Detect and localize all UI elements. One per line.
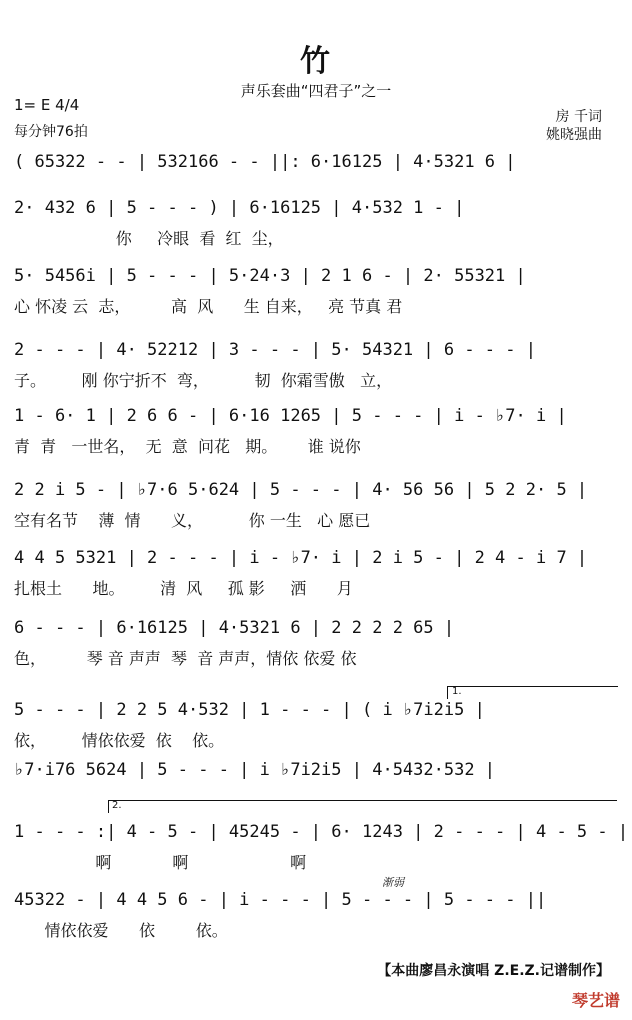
dynamic-decrescendo: 渐弱 — [382, 876, 404, 889]
lyrics-line: 子。 刚 你宁折不 弯， 韧 你霜雪傲 立， — [14, 371, 393, 390]
notation-line: 1 - - - :| 4 - 5 - | 45245 - | 6· 1243 | 2 - - - | 4 - 5 - | — [14, 822, 629, 842]
notation-line: 6 - - - | 6·16125 | 4·5321 6 | 2 2 2 2 65 | — [14, 618, 455, 638]
tempo-marking: 每分钟76拍 — [14, 124, 88, 140]
lyricist-credit: 房 千词 — [555, 109, 602, 125]
notation-line: 2· 432 6 | 5 - - - ) | 6·16125 | 4·532 1 - | — [14, 198, 465, 218]
lyrics-line: 青 青 一世名， 无 意 问花 期。 谁 说你 — [14, 437, 361, 456]
notation-line: 4 4 5 5321 | 2 - - - | i - ♭7· i | 2 i 5 - | 2 4 - i 7 | — [14, 548, 588, 568]
volta-2-bracket — [108, 800, 617, 813]
song-title: 竹 — [300, 44, 332, 79]
lyrics-line: 你 冷眼 看 红 尘， — [14, 229, 284, 248]
notation-line: ( 65322 - - | 532166 - - ||: 6·16125 | 4·5321 6 | — [14, 152, 516, 172]
notation-line: 45322 - | 4 4 5 6 - | i - - - | 5 - - - | 5 - - - || — [14, 890, 547, 910]
key-signature: 1= E 4/4 — [14, 96, 80, 114]
notation-line: ♭7·i76 5624 | 5 - - - | i ♭7i2i5 | 4·5432·532 | — [14, 760, 496, 780]
lyrics-line: 依， 情依依爱 依 依。 — [14, 731, 225, 750]
site-logo: 琴艺谱 — [571, 991, 620, 1010]
notation-line: 2 - - - | 4· 52212 | 3 - - - | 5· 54321 | 6 - - - | — [14, 340, 536, 360]
lyrics-line: 情依依爱 依 依。 — [14, 921, 228, 940]
lyrics-line: 扎根土 地。 清 风 孤 影 洒 月 — [14, 579, 353, 598]
notation-line: 5· 5456i | 5 - - - | 5·24·3 | 2 1 6 - | 2· 55321 | — [14, 266, 526, 286]
volta-1-bracket — [447, 686, 618, 699]
lyrics-line: 心 怀凌 云 志， 高 风 生 自来， 亮 节真 君 — [14, 297, 403, 316]
song-subtitle: 声乐套曲“四君子”之一 — [240, 82, 392, 100]
volta-1-label: 1. — [452, 686, 462, 697]
volta-2-label: 2. — [112, 800, 122, 811]
lyrics-line: 空有名节 薄 情 义， 你 一生 心 愿已 — [14, 511, 371, 530]
composer-credit: 姚晓强曲 — [546, 127, 602, 143]
notation-line: 5 - - - | 2 2 5 4·532 | 1 - - - | ( i ♭7i2i5 | — [14, 700, 485, 720]
lyrics-line: 色， 琴 音 声声 琴 音 声声，情依 依爱 依 — [14, 649, 357, 668]
footer-credit: 【本曲廖昌永演唱 Z.E.Z.记谱制作】 — [377, 963, 610, 979]
lyrics-line: 啊 啊 啊 — [14, 853, 307, 872]
notation-line: 1 - 6· 1 | 2 6 6 - | 6·16 1265 | 5 - - - | i - ♭7· i | — [14, 406, 567, 426]
notation-line: 2 2 i 5 - | ♭7·6 5·624 | 5 - - - | 4· 56 56 | 5 2 2· 5 | — [14, 480, 588, 500]
